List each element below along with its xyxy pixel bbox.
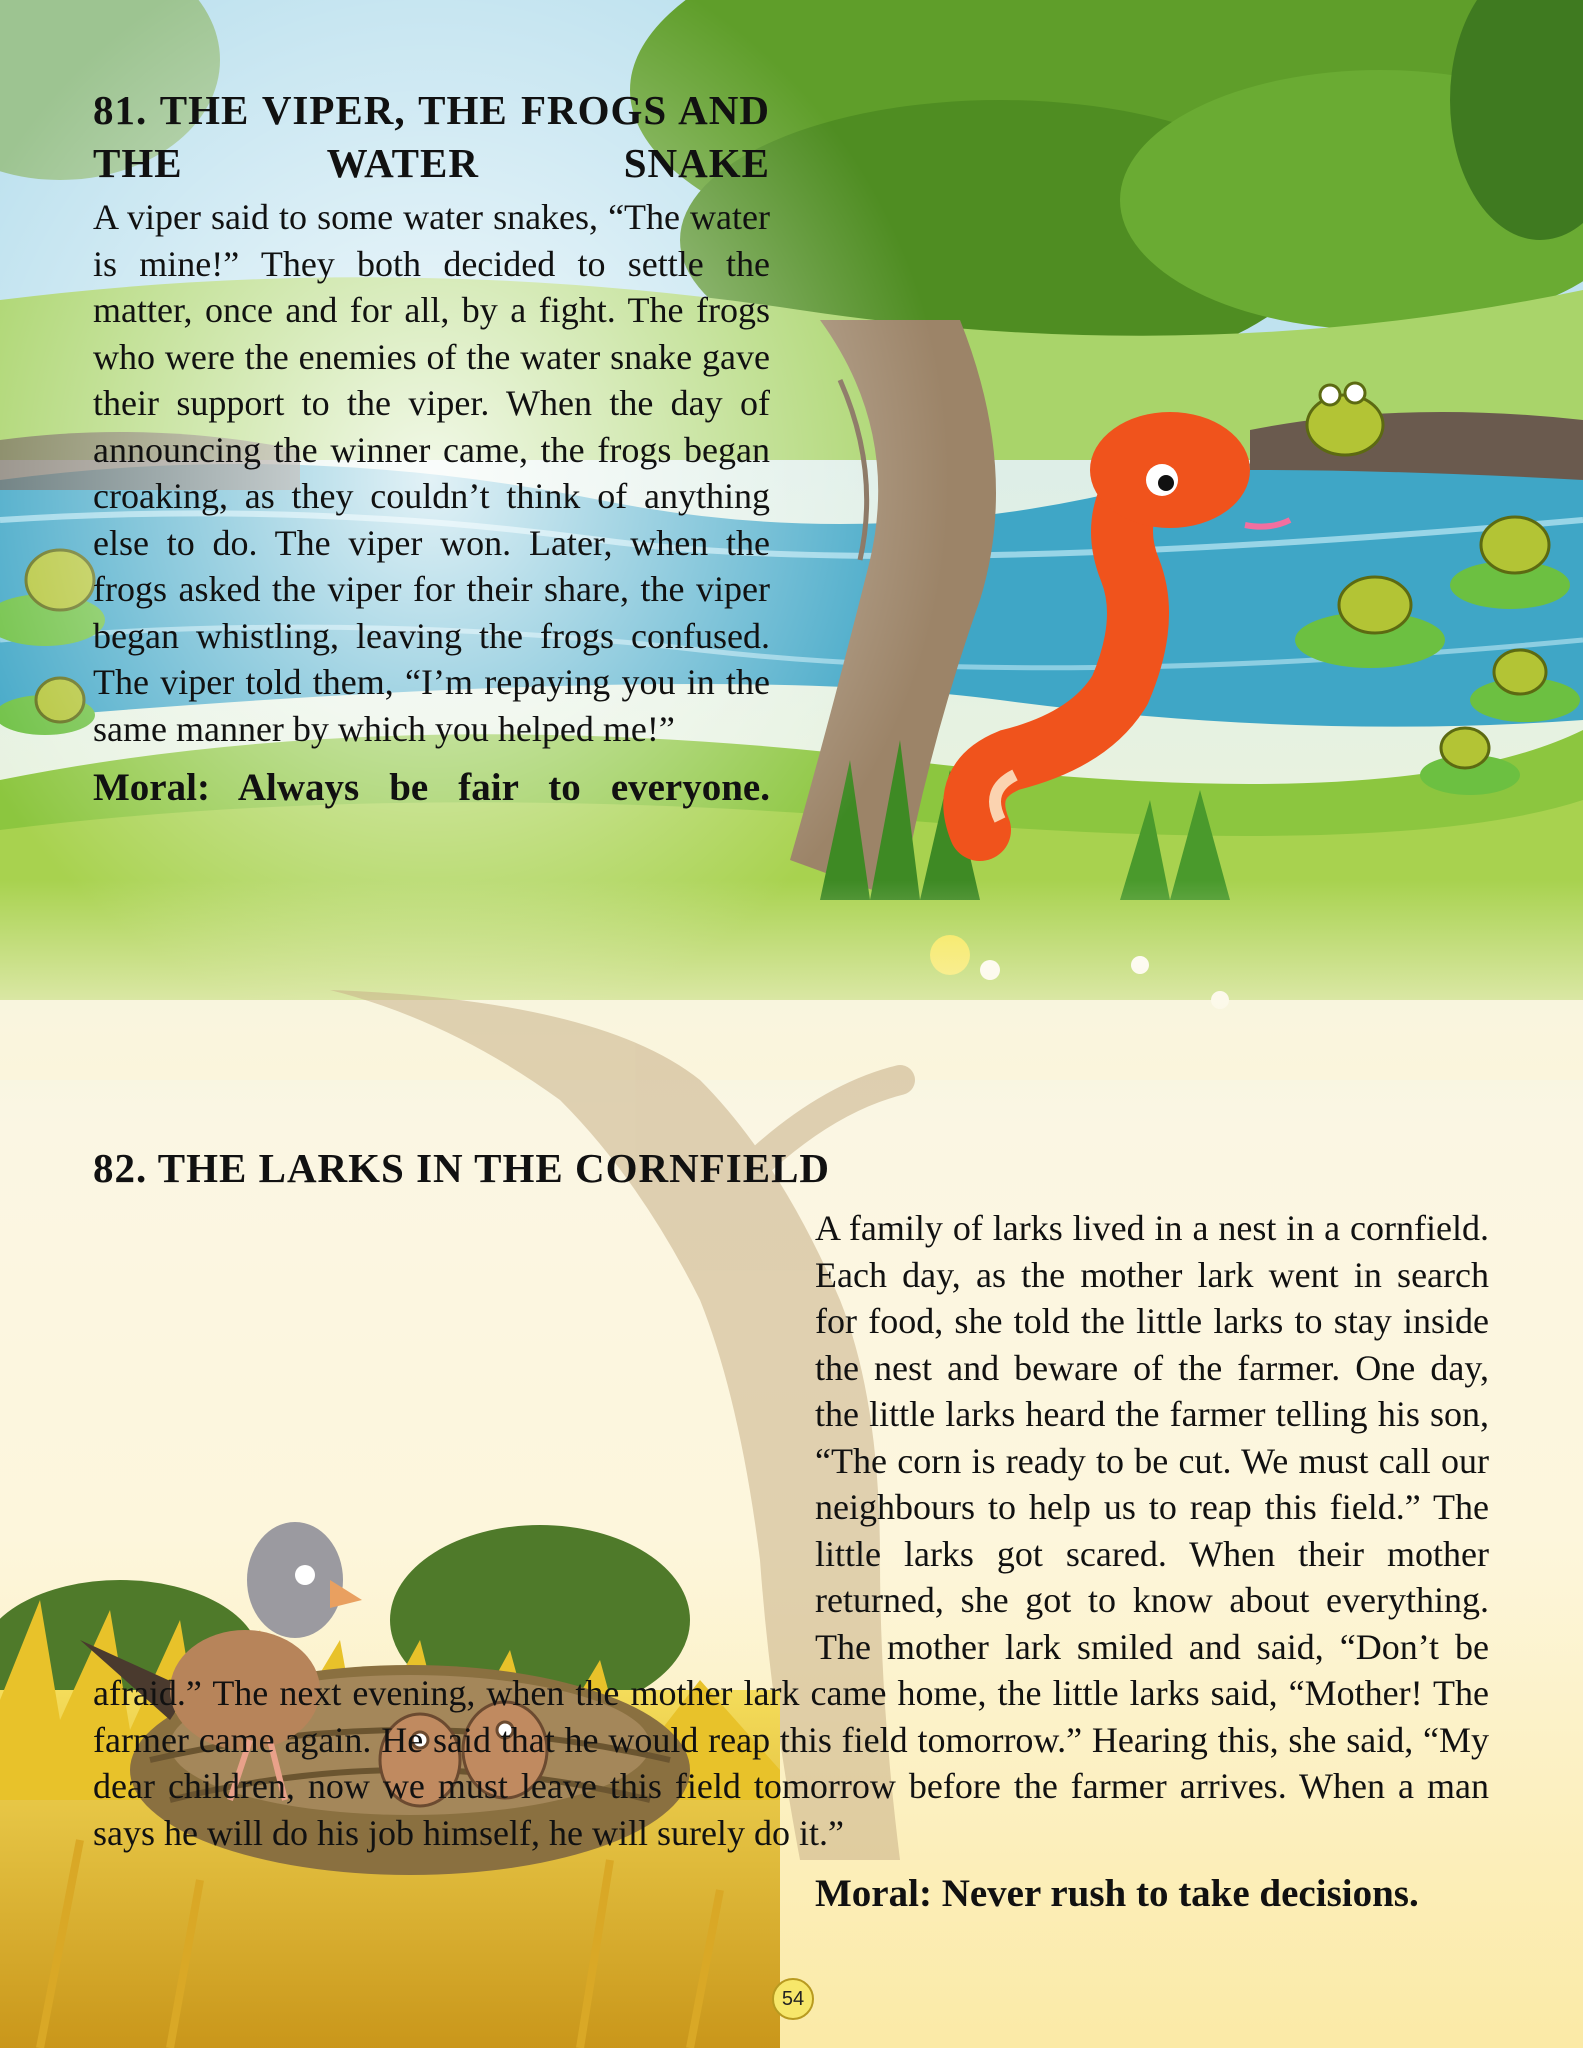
story-82 (93, 1205, 1489, 1918)
story-82-heading (93, 1142, 1493, 1195)
story-body-text: A family of larks lived in a nest in a cornfield. Each day, as the mother lark went in search for food, she told the little larks to stay inside the nest and beware of the farmer. One day, the little larks heard the farmer telling his son, “The corn is ready to be cut. We must call our neighbours to help us to reap this field.” The little larks got scared. When their mother returned, she got to know about everything. The mother lark smiled and said, “Don’t be afraid.” The next evening, when the mother lark came home, the little larks said, “Mother! The farmer came again. He said that he would reap this field tomorrow.” Hearing this, she said, “My dear children, now we must leave this field tomorrow before the farmer arrives. When a man says he will do his job himself, he will surely do it.” (93, 1208, 1489, 1853)
story-moral: Moral: Never rush to take decisions. (815, 1872, 1419, 1915)
lark-illustration-space (93, 1437, 815, 1669)
page-number: 54 (772, 1978, 814, 2020)
story-title: 82. THE LARKS IN THE CORNFIELD (93, 1145, 831, 1191)
story-body (93, 1205, 1489, 1856)
story-81 (93, 84, 770, 812)
story-moral: Moral: Always be fair to everyone. (93, 766, 770, 809)
story-title: 81. THE VIPER, THE FROGS AND THE WATER SNAKE (93, 87, 770, 186)
story-body: A viper said to some water snakes, “The water is mine!” They both decided to settle the matter, once and for all, by a fight. The frogs who were the enemies of the water snake gave their support to the viper. When the day of announcing the winner came, the frogs began croaking, as they couldn’t think of anything else to do. The viper won. Later, when the frogs asked the viper for their share, the viper began whistling, leaving the frogs confused. The viper told them, “I’m repaying you in the same manner by which you helped me!” (93, 197, 770, 749)
